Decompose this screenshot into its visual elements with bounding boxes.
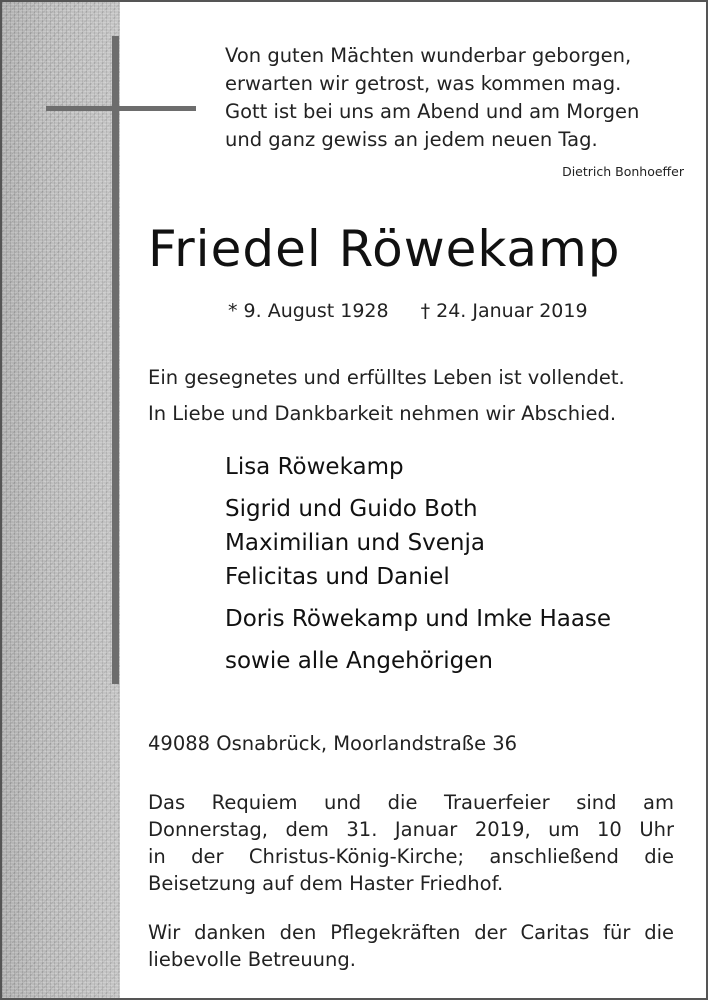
statement-line: In Liebe und Dankbarkeit nehmen wir Abschied. [148, 402, 617, 425]
service-line: Das Requiem und die Trauerfeier sind am [148, 791, 674, 814]
thanks-line: Wir danken den Pflegekräften der Caritas für die [148, 921, 674, 944]
mourner-name: Felicitas und Daniel [225, 564, 450, 590]
poem-author: Dietrich Bonhoeffer [562, 164, 684, 179]
mourner-name: Doris Röwekamp und Imke Haase [225, 606, 612, 632]
poem-line: erwarten wir getrost, was kommen mag. [225, 72, 622, 95]
stone-texture-strip [2, 2, 120, 998]
poem-line: Gott ist bei uns am Abend und am Morgen [225, 100, 640, 123]
family-address: 49088 Osnabrück, Moorlandstraße 36 [148, 732, 518, 755]
service-line: Beisetzung auf dem Haster Friedhof. [148, 872, 504, 895]
cross-icon-horizontal-beam [46, 106, 196, 111]
mourner-name: Lisa Röwekamp [225, 454, 404, 480]
poem-line: Von guten Mächten wunderbar geborgen, [225, 44, 632, 67]
birth-date: * 9. August 1928 [228, 300, 389, 322]
mourner-name: sowie alle Angehörigen [225, 648, 493, 674]
service-paragraph [148, 789, 674, 897]
cross-icon-vertical-beam [112, 36, 119, 684]
mourner-name: Maximilian und Svenja [225, 530, 485, 556]
life-dates [228, 300, 588, 322]
mourner-name: Sigrid und Guido Both [225, 496, 478, 522]
statement-line: Ein gesegnetes und erfülltes Leben ist vollendet. [148, 366, 625, 389]
death-date: † 24. Januar 2019 [420, 300, 588, 322]
service-line: Donnerstag, dem 31. Januar 2019, um 10 Uhr [148, 818, 674, 841]
poem-line: und ganz gewiss an jedem neuen Tag. [225, 128, 598, 151]
thanks-paragraph [148, 919, 674, 973]
thanks-line: liebevolle Betreuung. [148, 948, 356, 971]
service-line: in der Christus-König-Kirche; anschließend die [148, 845, 674, 868]
deceased-name: Friedel Röwekamp [148, 220, 621, 278]
